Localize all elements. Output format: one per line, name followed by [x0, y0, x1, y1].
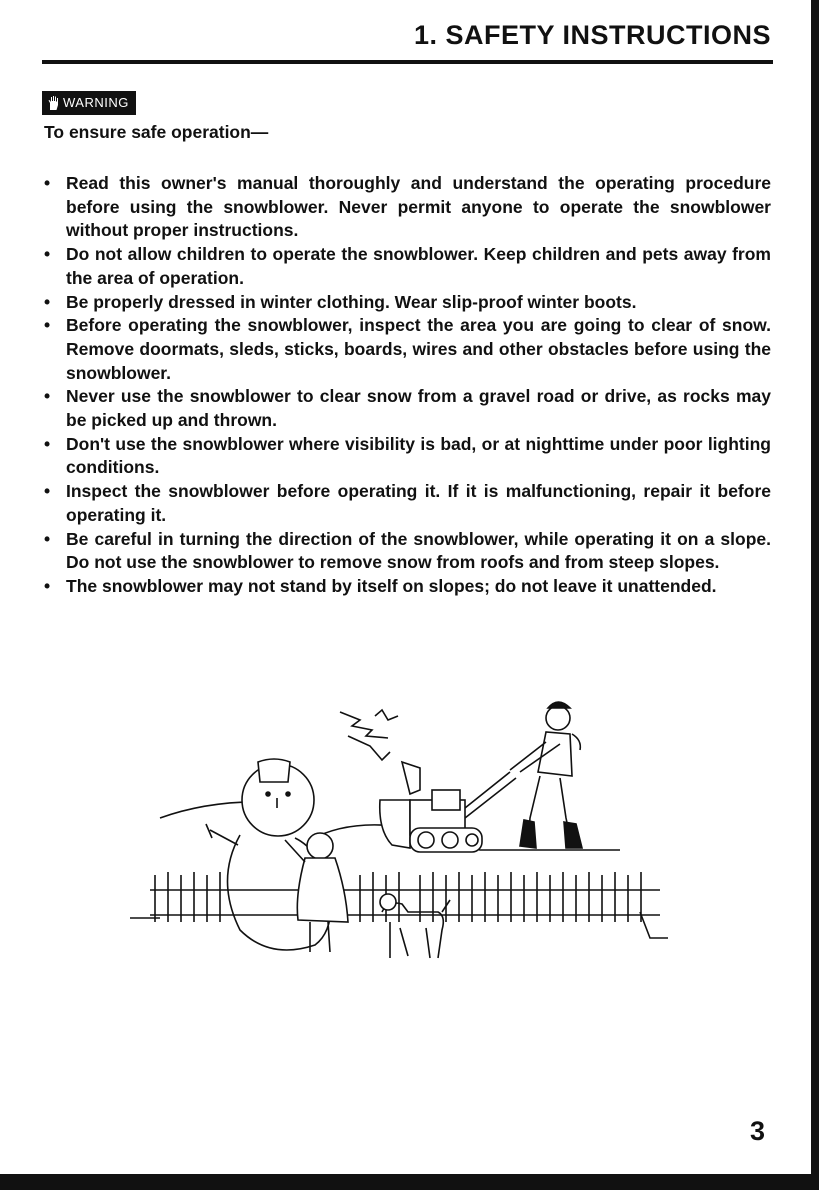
fence-icon [150, 872, 660, 922]
snow-spray [340, 710, 398, 760]
snowblower-icon [380, 762, 516, 852]
list-item: • Never use the snowblower to clear snow from a gravel road or drive, as rocks may be picked up and thrown. [44, 386, 771, 431]
instruction-list [44, 172, 771, 599]
list-item: • Inspect the snowblower before operating it. If it is malfunctioning, repair it before operating it. [44, 481, 771, 525]
header-rule [42, 60, 773, 64]
list-item: • Don't use the snowblower where visibility is bad, or at nighttime under poor lighting conditions. [44, 433, 771, 478]
page-title: 1. SAFETY INSTRUCTIONS [413, 20, 771, 50]
list-item: • Before operating the snowblower, inspect the area you are going to clear of snow. Remove doormats, sleds, sticks, boards, wires and other obstacles before using the snowblower. [44, 315, 771, 383]
list-item: • Read this owner's manual thoroughly and understand the operating procedure before using the snowblower. Never permit anyone to operate the snowblower without proper instructions. [44, 173, 771, 241]
page-edge-bottom [0, 1174, 819, 1190]
list-item: • The snowblower may not stand by itself on slopes; do not leave it unattended. [44, 575, 717, 596]
intro-text: To ensure safe operation— [44, 122, 269, 142]
warning-hand-icon [47, 95, 61, 111]
list-item: • Be properly dressed in winter clothing. Wear slip-proof winter boots. [44, 291, 637, 312]
list-item: • Be careful in turning the direction of the snowblower, while operating it on a slope. Do not use the snowblower to remove snow from roofs and from steep slopes. [44, 528, 771, 573]
warning-label: WARNING [63, 95, 129, 110]
snow-scene-illustration [120, 690, 680, 980]
page-edge-right [811, 0, 819, 1190]
dog-icon [380, 894, 450, 958]
page-number: 3 [749, 1116, 765, 1146]
warning-badge [42, 91, 136, 115]
operator-icon [510, 702, 582, 848]
list-item: • Do not allow children to operate the snowblower. Keep children and pets away from the area of operation. [44, 244, 771, 288]
